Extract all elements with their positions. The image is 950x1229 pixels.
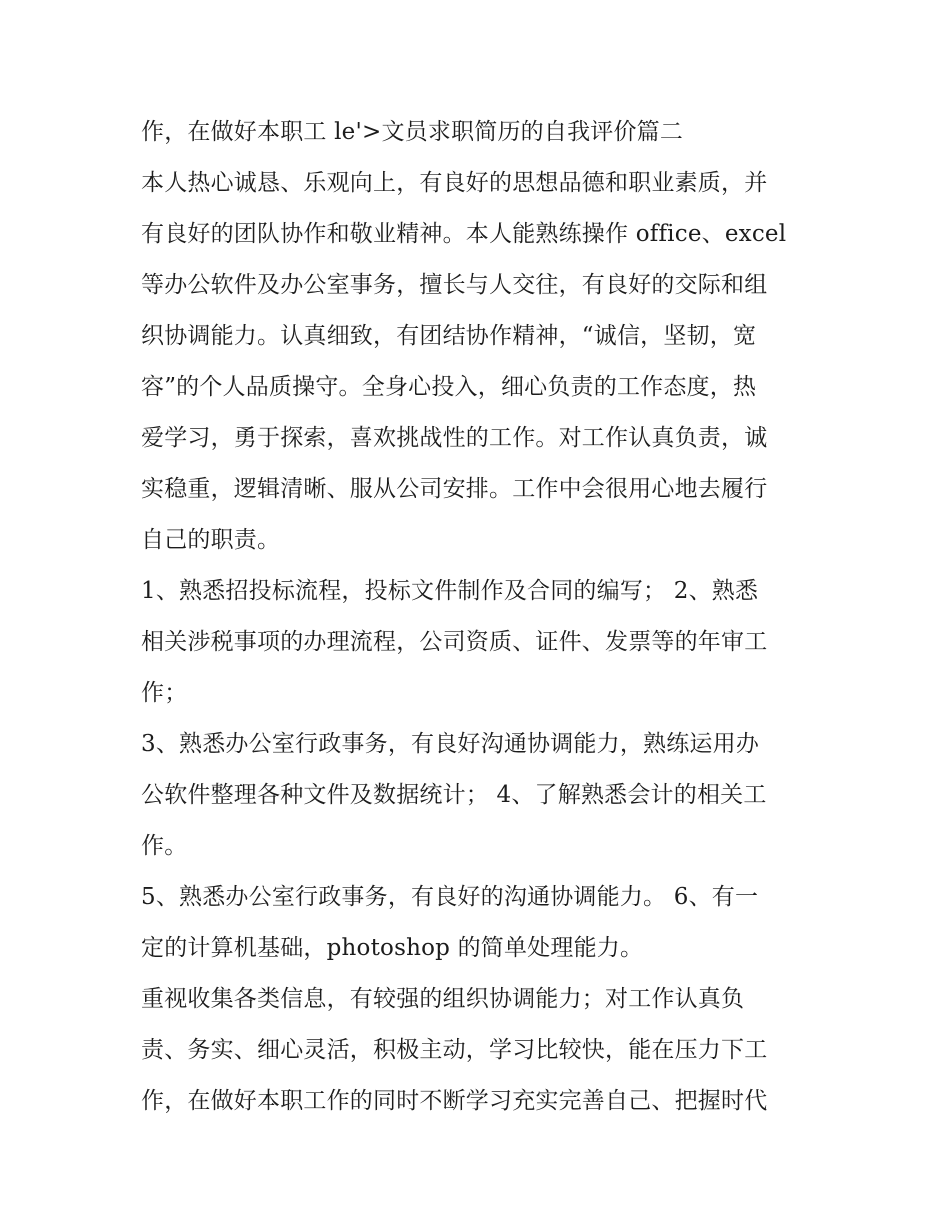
text-line: 作，在做好本职工 le'>文员求职简历的自我评价篇二 bbox=[141, 119, 684, 145]
text-line: 容”的个人品质操守。全身心投入，细心负责的工作态度，热 bbox=[141, 374, 757, 400]
text-line: 实稳重，逻辑清晰、服从公司安排。工作中会很用心地去履行 bbox=[141, 476, 768, 502]
text-line: 作。 bbox=[141, 833, 188, 859]
text-line: 本人热心诚恳、乐观向上，有良好的思想品德和职业素质，并 bbox=[141, 170, 768, 196]
text-line: 爱学习，勇于探索，喜欢挑战性的工作。对工作认真负责，诚 bbox=[141, 425, 768, 451]
text-line: 作，在做好本职工作的同时不断学习充实完善自己、把握时代 bbox=[141, 1088, 768, 1114]
text-line: 作； bbox=[141, 680, 188, 706]
text-line: 5、熟悉办公室行政事务，有良好的沟通协调能力。 6、有一 bbox=[141, 884, 759, 910]
text-line: 责、务实、细心灵活，积极主动，学习比较快，能在压力下工 bbox=[141, 1037, 768, 1063]
text-line: 相关涉税事项的办理流程，公司资质、证件、发票等的年审工 bbox=[141, 629, 768, 655]
text-line: 重视收集各类信息，有较强的组织协调能力；对工作认真负 bbox=[141, 986, 745, 1012]
document-body bbox=[141, 107, 821, 1127]
text-line: 等办公软件及办公室事务，擅长与人交往，有良好的交际和组 bbox=[141, 272, 768, 298]
text-line: 1、熟悉招投标流程，投标文件制作及合同的编写； 2、熟悉 bbox=[141, 578, 759, 604]
text-line: 定的计算机基础，photoshop 的简单处理能力。 bbox=[141, 935, 644, 961]
text-line: 有良好的团队协作和敬业精神。本人能熟练操作 office、excel bbox=[141, 221, 787, 247]
text-line: 织协调能力。认真细致，有团结协作精神，“诚信，坚韧，宽 bbox=[141, 323, 757, 349]
text-line: 3、熟悉办公室行政事务，有良好沟通协调能力，熟练运用办 bbox=[141, 731, 760, 757]
text-line: 公软件整理各种文件及数据统计； 4、了解熟悉会计的相关工 bbox=[141, 782, 767, 808]
text-line: 自己的职责。 bbox=[141, 527, 281, 553]
